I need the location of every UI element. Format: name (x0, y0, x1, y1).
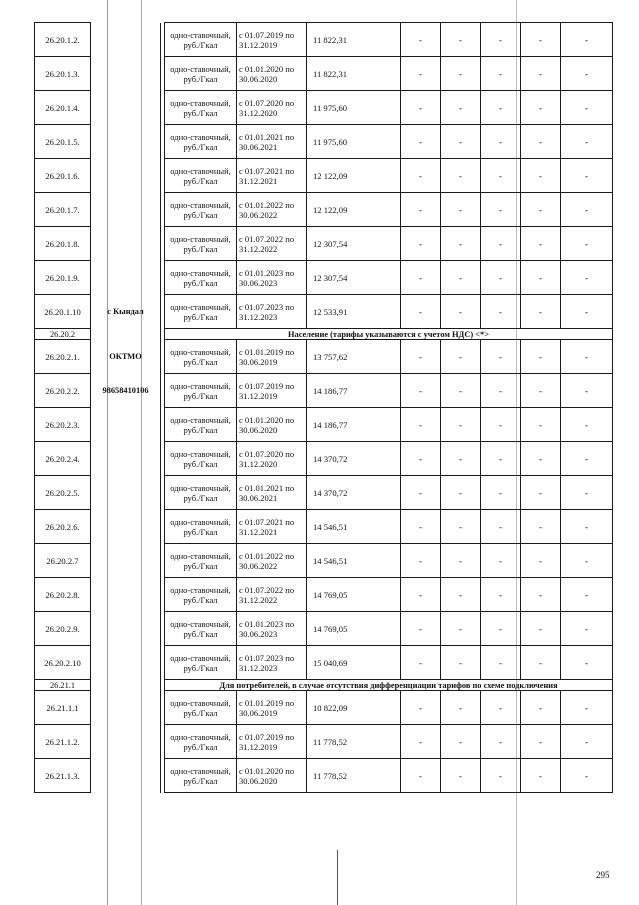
row-code: 26.20.2.6. (35, 510, 91, 544)
settlement-cell (91, 510, 161, 544)
empty-value: - (401, 340, 441, 374)
empty-value: - (401, 691, 441, 725)
period: с 01.07.2019 по 31.12.2019 (237, 725, 307, 759)
row-code: 26.20.1.4. (35, 91, 91, 125)
empty-value: - (401, 125, 441, 159)
settlement-cell (91, 680, 161, 691)
period: с 01.01.2019 по 30.06.2019 (237, 691, 307, 725)
empty-value: - (521, 442, 561, 476)
rate-unit: одно-ставочный, руб./Гкал (165, 193, 237, 227)
empty-value: - (441, 544, 481, 578)
empty-value: - (561, 578, 613, 612)
empty-value: - (401, 510, 441, 544)
empty-value: - (521, 159, 561, 193)
empty-value: - (441, 295, 481, 329)
tariff-value: 12 122,09 (307, 193, 401, 227)
section-code: 26.21.1 (35, 680, 91, 691)
row-code: 26.20.2.5. (35, 476, 91, 510)
empty-value: - (521, 295, 561, 329)
empty-value: - (441, 91, 481, 125)
row-code: 26.20.1.7. (35, 193, 91, 227)
table-row (35, 442, 613, 476)
empty-value: - (441, 408, 481, 442)
empty-value: - (521, 578, 561, 612)
table-row (35, 725, 613, 759)
period: с 01.07.2022 по 31.12.2022 (237, 227, 307, 261)
settlement-cell (91, 57, 161, 91)
rate-unit: одно-ставочный, руб./Гкал (165, 408, 237, 442)
empty-value: - (561, 408, 613, 442)
table-row (35, 759, 613, 793)
tariff-value: 13 757,62 (307, 340, 401, 374)
page-number: 295 (596, 870, 610, 880)
settlement-cell (91, 646, 161, 680)
rate-unit: одно-ставочный, руб./Гкал (165, 159, 237, 193)
tariff-value: 12 307,54 (307, 261, 401, 295)
empty-value: - (401, 759, 441, 793)
settlement-cell (91, 476, 161, 510)
empty-value: - (481, 57, 521, 91)
empty-value: - (561, 691, 613, 725)
tariff-value: 14 769,05 (307, 578, 401, 612)
empty-value: - (561, 125, 613, 159)
settlement-cell (91, 227, 161, 261)
empty-value: - (561, 759, 613, 793)
empty-value: - (401, 544, 441, 578)
row-code: 26.20.2.9. (35, 612, 91, 646)
row-code: 26.20.1.3. (35, 57, 91, 91)
empty-value: - (441, 725, 481, 759)
rate-unit: одно-ставочный, руб./Гкал (165, 476, 237, 510)
empty-value: - (441, 193, 481, 227)
empty-value: - (521, 759, 561, 793)
table-row (35, 691, 613, 725)
table-row (35, 159, 613, 193)
empty-value: - (521, 476, 561, 510)
section-code: 26.20.2 (35, 329, 91, 340)
empty-value: - (561, 340, 613, 374)
row-code: 26.20.1.2. (35, 23, 91, 57)
rate-unit: одно-ставочный, руб./Гкал (165, 125, 237, 159)
tariff-value: 14 546,51 (307, 510, 401, 544)
empty-value: - (521, 91, 561, 125)
rate-unit: одно-ставочный, руб./Гкал (165, 442, 237, 476)
empty-value: - (441, 261, 481, 295)
tariff-value: 12 307,54 (307, 227, 401, 261)
table-row (35, 578, 613, 612)
rate-unit: одно-ставочный, руб./Гкал (165, 261, 237, 295)
settlement-cell (91, 159, 161, 193)
empty-value: - (481, 408, 521, 442)
tariff-value: 12 533,91 (307, 295, 401, 329)
row-code: 26.20.1.6. (35, 159, 91, 193)
empty-value: - (401, 442, 441, 476)
period: с 01.01.2021 по 30.06.2021 (237, 125, 307, 159)
section-title: Население (тарифы указываются с учетом НДС) <*> (165, 329, 613, 340)
scan-line (337, 850, 338, 905)
row-code: 26.21.1.2. (35, 725, 91, 759)
table-row (35, 57, 613, 91)
empty-value: - (481, 91, 521, 125)
tariff-value: 11 975,60 (307, 125, 401, 159)
empty-value: - (441, 759, 481, 793)
empty-value: - (401, 91, 441, 125)
empty-value: - (441, 227, 481, 261)
empty-value: - (401, 57, 441, 91)
empty-value: - (401, 295, 441, 329)
section-header-row (35, 680, 613, 691)
table-row (35, 612, 613, 646)
empty-value: - (481, 544, 521, 578)
empty-value: - (481, 646, 521, 680)
rate-unit: одно-ставочный, руб./Гкал (165, 725, 237, 759)
period: с 01.01.2020 по 30.06.2020 (237, 408, 307, 442)
settlement-cell (91, 91, 161, 125)
settlement-cell (91, 125, 161, 159)
empty-value: - (481, 691, 521, 725)
period: с 01.07.2021 по 31.12.2021 (237, 159, 307, 193)
empty-value: - (481, 759, 521, 793)
table-row (35, 374, 613, 408)
tariff-value: 11 778,52 (307, 725, 401, 759)
settlement-cell: ОКТМО (91, 340, 161, 374)
period: с 01.01.2022 по 30.06.2022 (237, 193, 307, 227)
table-row (35, 544, 613, 578)
empty-value: - (561, 57, 613, 91)
rate-unit: одно-ставочный, руб./Гкал (165, 759, 237, 793)
rate-unit: одно-ставочный, руб./Гкал (165, 612, 237, 646)
rate-unit: одно-ставочный, руб./Гкал (165, 510, 237, 544)
empty-value: - (561, 476, 613, 510)
empty-value: - (441, 691, 481, 725)
empty-value: - (401, 725, 441, 759)
period: с 01.01.2021 по 30.06.2021 (237, 476, 307, 510)
empty-value: - (481, 23, 521, 57)
settlement-cell: 98658410106 (91, 374, 161, 408)
empty-value: - (401, 23, 441, 57)
row-code: 26.20.2.2. (35, 374, 91, 408)
empty-value: - (441, 340, 481, 374)
empty-value: - (561, 544, 613, 578)
empty-value: - (481, 510, 521, 544)
tariff-value: 15 040,69 (307, 646, 401, 680)
row-code: 26.21.1.1 (35, 691, 91, 725)
tariff-value: 11 778,52 (307, 759, 401, 793)
empty-value: - (521, 510, 561, 544)
empty-value: - (481, 193, 521, 227)
row-code: 26.21.1.3. (35, 759, 91, 793)
rate-unit: одно-ставочный, руб./Гкал (165, 544, 237, 578)
row-code: 26.20.1.10 (35, 295, 91, 329)
period: с 01.01.2019 по 30.06.2019 (237, 340, 307, 374)
row-code: 26.20.2.4. (35, 442, 91, 476)
tariff-table-body (35, 23, 613, 793)
settlement-cell (91, 329, 161, 340)
period: с 01.07.2020 по 31.12.2020 (237, 91, 307, 125)
empty-value: - (441, 23, 481, 57)
empty-value: - (481, 476, 521, 510)
empty-value: - (521, 725, 561, 759)
empty-value: - (481, 125, 521, 159)
settlement-cell (91, 612, 161, 646)
empty-value: - (481, 159, 521, 193)
empty-value: - (481, 227, 521, 261)
tariff-value: 14 186,77 (307, 408, 401, 442)
empty-value: - (521, 23, 561, 57)
empty-value: - (441, 374, 481, 408)
tariff-value: 14 186,77 (307, 374, 401, 408)
empty-value: - (401, 578, 441, 612)
row-code: 26.20.1.9. (35, 261, 91, 295)
tariff-value: 10 822,09 (307, 691, 401, 725)
period: с 01.07.2019 по 31.12.2019 (237, 374, 307, 408)
tariff-value: 14 370,72 (307, 476, 401, 510)
settlement-cell (91, 442, 161, 476)
empty-value: - (561, 725, 613, 759)
rate-unit: одно-ставочный, руб./Гкал (165, 578, 237, 612)
empty-value: - (561, 23, 613, 57)
empty-value: - (441, 578, 481, 612)
row-code: 26.20.2.10 (35, 646, 91, 680)
empty-value: - (521, 261, 561, 295)
settlement-cell (91, 23, 161, 57)
table-row (35, 91, 613, 125)
empty-value: - (441, 57, 481, 91)
empty-value: - (481, 578, 521, 612)
settlement-cell (91, 691, 161, 725)
empty-value: - (481, 612, 521, 646)
row-code: 26.20.2.1. (35, 340, 91, 374)
empty-value: - (481, 340, 521, 374)
table-row (35, 23, 613, 57)
empty-value: - (481, 295, 521, 329)
empty-value: - (481, 374, 521, 408)
table-row (35, 408, 613, 442)
tariff-value: 11 822,31 (307, 57, 401, 91)
rate-unit: одно-ставочный, руб./Гкал (165, 340, 237, 374)
empty-value: - (521, 340, 561, 374)
empty-value: - (401, 408, 441, 442)
table-row (35, 261, 613, 295)
settlement-cell (91, 408, 161, 442)
empty-value: - (401, 261, 441, 295)
tariff-value: 14 769,05 (307, 612, 401, 646)
tariff-value: 12 122,09 (307, 159, 401, 193)
empty-value: - (521, 544, 561, 578)
tariff-value: 11 975,60 (307, 91, 401, 125)
period: с 01.07.2021 по 31.12.2021 (237, 510, 307, 544)
empty-value: - (441, 646, 481, 680)
empty-value: - (521, 125, 561, 159)
empty-value: - (401, 646, 441, 680)
row-code: 26.20.1.5. (35, 125, 91, 159)
table-row (35, 646, 613, 680)
empty-value: - (561, 510, 613, 544)
period: с 01.01.2023 по 30.06.2023 (237, 612, 307, 646)
empty-value: - (441, 476, 481, 510)
empty-value: - (401, 193, 441, 227)
empty-value: - (441, 442, 481, 476)
empty-value: - (481, 261, 521, 295)
empty-value: - (561, 261, 613, 295)
row-code: 26.20.2.8. (35, 578, 91, 612)
empty-value: - (521, 408, 561, 442)
empty-value: - (441, 159, 481, 193)
empty-value: - (521, 612, 561, 646)
tariff-table (34, 22, 613, 793)
empty-value: - (521, 227, 561, 261)
empty-value: - (521, 193, 561, 227)
empty-value: - (441, 510, 481, 544)
empty-value: - (561, 612, 613, 646)
rate-unit: одно-ставочный, руб./Гкал (165, 295, 237, 329)
rate-unit: одно-ставочный, руб./Гкал (165, 691, 237, 725)
rate-unit: одно-ставочный, руб./Гкал (165, 23, 237, 57)
period: с 01.07.2020 по 31.12.2020 (237, 442, 307, 476)
empty-value: - (521, 374, 561, 408)
tariff-value: 14 546,51 (307, 544, 401, 578)
section-title: Для потребителей, в случае отсутствия дифференциации тарифов по схеме подключения (165, 680, 613, 691)
period: с 01.01.2020 по 30.06.2020 (237, 759, 307, 793)
table-row (35, 340, 613, 374)
period: с 01.07.2022 по 31.12.2022 (237, 578, 307, 612)
rate-unit: одно-ставочный, руб./Гкал (165, 91, 237, 125)
empty-value: - (521, 57, 561, 91)
settlement-cell (91, 193, 161, 227)
table-row (35, 510, 613, 544)
settlement-cell: с Кындал (91, 295, 161, 329)
table-row (35, 125, 613, 159)
empty-value: - (561, 374, 613, 408)
empty-value: - (561, 646, 613, 680)
row-code: 26.20.2.3. (35, 408, 91, 442)
settlement-cell (91, 759, 161, 793)
empty-value: - (401, 227, 441, 261)
row-code: 26.20.2.7 (35, 544, 91, 578)
empty-value: - (561, 91, 613, 125)
empty-value: - (521, 646, 561, 680)
tariff-value: 11 822,31 (307, 23, 401, 57)
row-code: 26.20.1.8. (35, 227, 91, 261)
period: с 01.07.2019 по 31.12.2019 (237, 23, 307, 57)
empty-value: - (441, 612, 481, 646)
settlement-cell (91, 261, 161, 295)
empty-value: - (561, 193, 613, 227)
settlement-cell (91, 578, 161, 612)
empty-value: - (441, 125, 481, 159)
empty-value: - (561, 442, 613, 476)
period: с 01.01.2022 по 30.06.2022 (237, 544, 307, 578)
period: с 01.07.2023 по 31.12.2023 (237, 295, 307, 329)
period: с 01.01.2023 по 30.06.2023 (237, 261, 307, 295)
table-row (35, 193, 613, 227)
rate-unit: одно-ставочный, руб./Гкал (165, 374, 237, 408)
settlement-cell (91, 544, 161, 578)
empty-value: - (481, 725, 521, 759)
empty-value: - (401, 374, 441, 408)
period: с 01.07.2023 по 31.12.2023 (237, 646, 307, 680)
rate-unit: одно-ставочный, руб./Гкал (165, 57, 237, 91)
settlement-cell (91, 725, 161, 759)
empty-value: - (561, 227, 613, 261)
empty-value: - (481, 442, 521, 476)
rate-unit: одно-ставочный, руб./Гкал (165, 227, 237, 261)
empty-value: - (401, 612, 441, 646)
section-header-row (35, 329, 613, 340)
rate-unit: одно-ставочный, руб./Гкал (165, 646, 237, 680)
period: с 01.01.2020 по 30.06.2020 (237, 57, 307, 91)
tariff-value: 14 370,72 (307, 442, 401, 476)
table-row (35, 295, 613, 329)
table-row (35, 227, 613, 261)
empty-value: - (521, 691, 561, 725)
empty-value: - (561, 159, 613, 193)
empty-value: - (401, 159, 441, 193)
table-row (35, 476, 613, 510)
empty-value: - (561, 295, 613, 329)
empty-value: - (401, 476, 441, 510)
